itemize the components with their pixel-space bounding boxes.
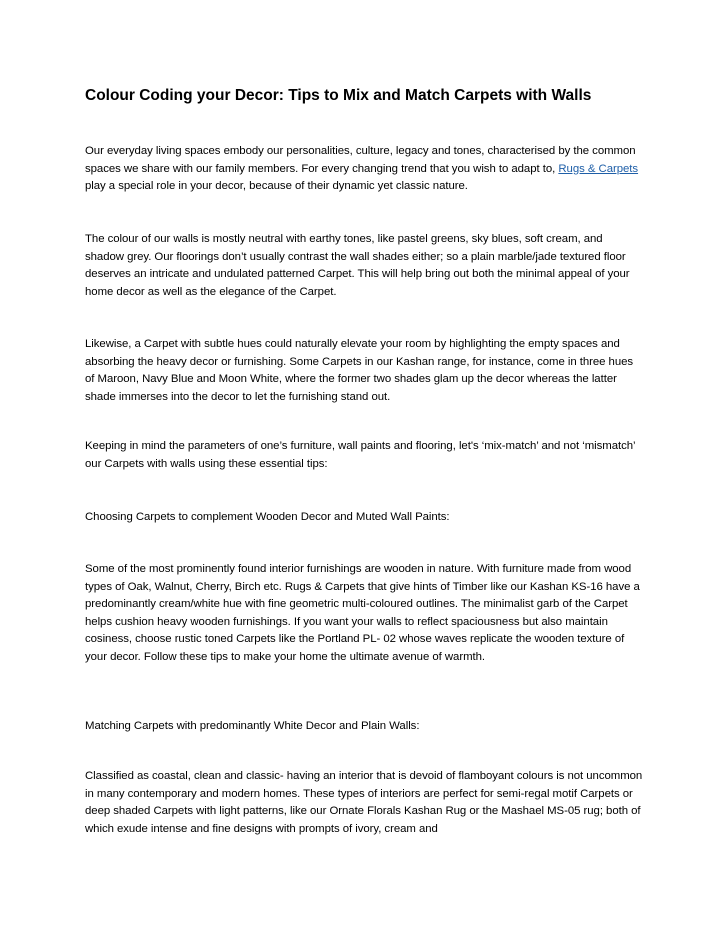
tips-intro-paragraph: Keeping in mind the parameters of one’s furniture, wall paints and flooring, let's ‘mix-match’ and not ‘mismatch’ our Carpets with walls using these essential tips: <box>85 440 636 470</box>
intro-paragraph <box>85 143 643 196</box>
rugs-carpets-link[interactable]: Rugs & Carpets <box>558 162 639 175</box>
intro-text-start: Our everyday living spaces embody our personalities, culture, legacy and tones, characterised by the common spaces we share with our family members. For every changing trend that you wish to adapt to, <box>85 145 636 175</box>
white-decor-paragraph: Classified as coastal, clean and classic- having an interior that is devoid of flamboyant colours is not uncommon in many contemporary and modern homes. These types of interiors are perfect for semi-regal motif Carpets or deep shaded Carpets with light patterns, like our Ornate Florals Kashan Rug or the Mashael MS-05 rug; both of which exude intense and fine designs with prompts of ivory, cream and <box>85 770 643 835</box>
intro-text-end: play a special role in your decor, because of their dynamic yet classic nature. <box>85 180 468 192</box>
article-title: Colour Coding your Decor: Tips to Mix and Match Carpets with Walls <box>85 87 592 104</box>
wooden-decor-heading: Choosing Carpets to complement Wooden Decor and Muted Wall Paints: <box>85 511 450 523</box>
white-decor-heading: Matching Carpets with predominantly White Decor and Plain Walls: <box>85 720 420 732</box>
wooden-decor-paragraph: Some of the most prominently found interior furnishings are wooden in nature. With furniture made from wood types of Oak, Walnut, Cherry, Birch etc. Rugs & Carpets that give hints of Timber like our Kashan KS-16 have a predominantly cream/white hue with fine geometric multi-coloured outlines. The minimalist garb of the Carpet helps cushion heavy wooden furnishings. If you want your walls to reflect spaciousness but also maintain cosiness, choose rustic toned Carpets like the Portland PL- 02 whose waves replicate the wooden texture of your decor. Follow these tips to make your home the ultimate avenue of warmth. <box>85 563 640 663</box>
wall-colour-paragraph: The colour of our walls is mostly neutral with earthy tones, like pastel greens, sky blues, soft cream, and shadow grey. Our floorings don’t usually contrast the wall shades either; so a plain marble/jade textured floor deserves an intricate and undulated patterned Carpet. This will help bring out both the minimal appeal of your home decor as well as the elegance of the Carpet. <box>85 233 630 298</box>
subtle-hues-paragraph: Likewise, a Carpet with subtle hues could naturally elevate your room by highlighting the empty spaces and absorbing the heavy decor or furnishing. Some Carpets in our Kashan range, for instance, come in three hues of Maroon, Navy Blue and Moon White, where the former two shades glam up the decor whereas the latter shade immerses into the decor to let the furnishing stand out. <box>85 338 634 403</box>
